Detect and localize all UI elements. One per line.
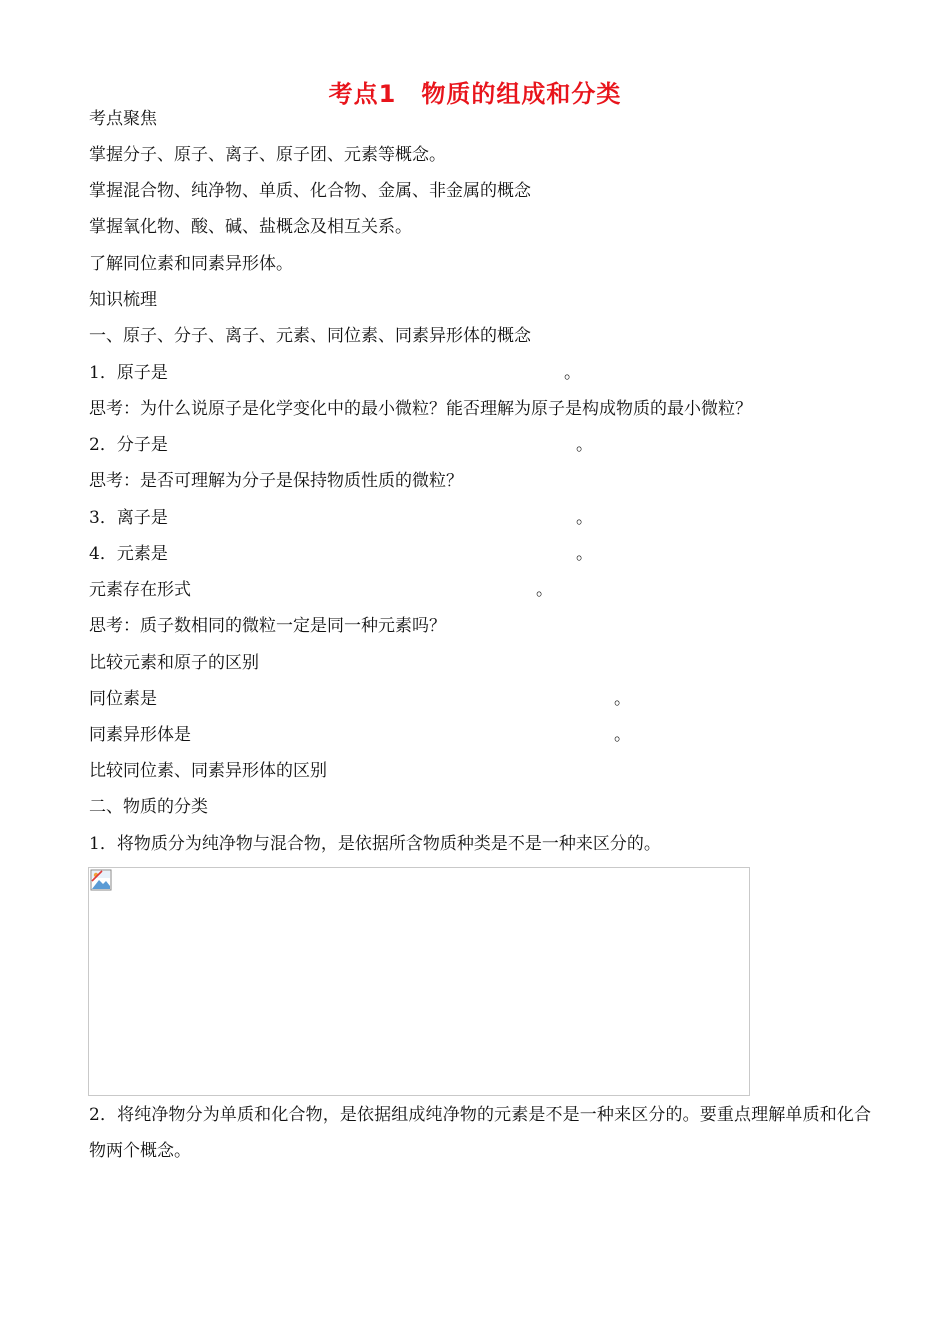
isotope-period: 。 — [614, 689, 631, 709]
page-title: 考点1 物质的组成和分类 — [328, 80, 622, 108]
allotrope-period: 。 — [614, 725, 631, 745]
element-period: 。 — [576, 544, 593, 564]
think-question-1: 思考：为什么说原子是化学变化中的最小微粒？能否理解为原子是构成物质的最小微粒？ — [89, 399, 752, 419]
element-form-period: 。 — [536, 580, 553, 600]
atom-definition: 1．原子是 — [89, 363, 168, 383]
focus-item-2: 掌握混合物、纯净物、单质、化合物、金属、非金属的概念 — [89, 181, 531, 201]
atom-period: 。 — [564, 363, 581, 383]
compare-isotope-allotrope: 比较同位素、同素异形体的区别 — [89, 761, 327, 781]
element-definition: 4．元素是 — [89, 544, 168, 564]
focus-item-1: 掌握分子、原子、离子、原子团、元素等概念。 — [89, 145, 446, 165]
compare-element-atom: 比较元素和原子的区别 — [89, 653, 259, 673]
classification-2: 2．将纯净物分为单质和化合物，是依据组成纯净物的元素是不是一种来区分的。要重点理解单质和化合物两个概念。 — [89, 1105, 871, 1161]
element-form: 元素存在形式 — [89, 580, 191, 600]
molecule-definition: 2．分子是 — [89, 435, 168, 455]
think-question-2: 思考：是否可理解为分子是保持物质性质的微粒？ — [89, 471, 463, 491]
section-1-heading: 一、原子、分子、离子、元素、同位素、同素异形体的概念 — [89, 326, 531, 346]
knowledge-heading: 知识梳理 — [89, 290, 157, 310]
ion-period: 。 — [576, 508, 593, 528]
classification-diagram-placeholder — [88, 867, 750, 1096]
broken-image-icon — [90, 869, 112, 891]
focus-item-4: 了解同位素和同素异形体。 — [89, 254, 293, 274]
focus-item-3: 掌握氧化物、酸、碱、盐概念及相互关系。 — [89, 217, 412, 237]
section-2-heading: 二、物质的分类 — [89, 797, 208, 817]
think-question-3: 思考：质子数相同的微粒一定是同一种元素吗？ — [89, 616, 446, 636]
isotope-definition: 同位素是 — [89, 689, 157, 709]
classification-1: 1．将物质分为纯净物与混合物，是依据所含物质种类是不是一种来区分的。 — [89, 834, 661, 854]
ion-definition: 3．离子是 — [89, 508, 168, 528]
molecule-period: 。 — [576, 435, 593, 455]
allotrope-definition: 同素异形体是 — [89, 725, 191, 745]
focus-heading: 考点聚焦 — [89, 109, 157, 129]
